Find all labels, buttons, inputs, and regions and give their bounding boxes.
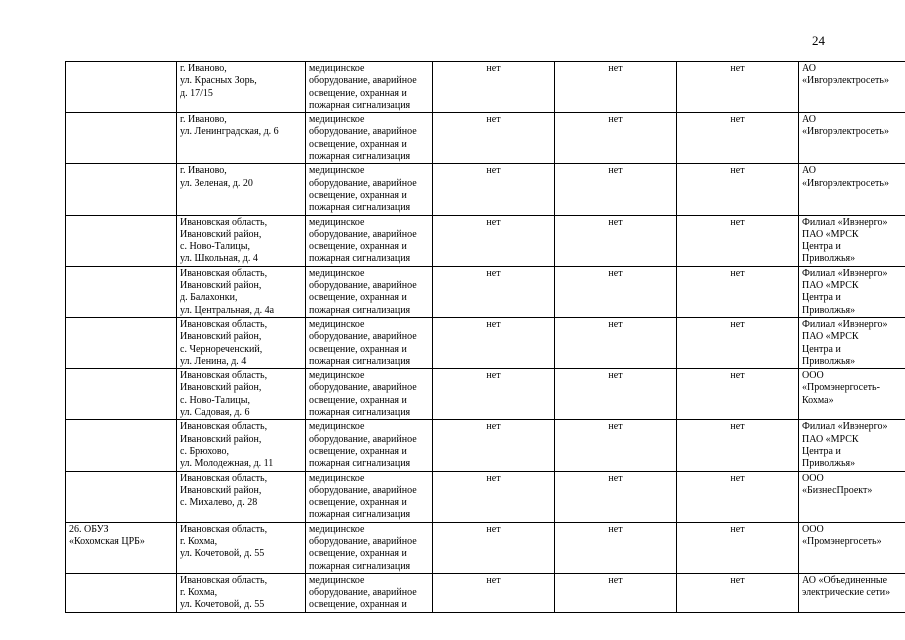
supplier-cell-line: ООО	[802, 523, 824, 535]
org-cell	[66, 420, 177, 471]
value-cell-6: нет	[677, 522, 799, 573]
equipment-cell	[306, 573, 433, 612]
address-cell-line: ул. Молодежная, д. 11	[180, 458, 274, 470]
supplier-cell-line: Кохма»	[802, 394, 834, 406]
org-cell	[66, 522, 177, 573]
value-cell-4: нет	[433, 62, 555, 113]
address-cell-line: г. Иваново,	[180, 114, 227, 126]
equipment-cell	[306, 317, 433, 368]
supplier-cell-line: «Ивгорэлектросеть»	[802, 126, 889, 138]
supplier-cell-line: «Промэнергосеть»	[802, 535, 882, 547]
address-cell-line: ул. Зеленая, д. 20	[180, 177, 253, 189]
equipment-cell	[306, 266, 433, 317]
supplier-cell-line: Филиал «Ивэнерго»	[802, 421, 888, 433]
value-cell-5: нет	[555, 164, 677, 215]
value-cell-6: нет	[677, 62, 799, 113]
equipment-cell-line: пожарная сигнализация	[309, 304, 411, 316]
value-cell-6: нет	[677, 266, 799, 317]
supplier-cell-line: АО	[802, 63, 816, 74]
value-cell-4: нет	[433, 420, 555, 471]
supplier-cell-line: «БизнесПроект»	[802, 484, 873, 496]
supplier-cell-line: ПАО «МРСК	[802, 331, 859, 343]
address-cell	[177, 317, 306, 368]
address-cell-line: г. Кохма,	[180, 535, 218, 547]
equipment-cell-line: пожарная сигнализация	[309, 202, 411, 214]
supplier-cell-line: АО «Объединенные	[802, 574, 888, 586]
address-cell-line: ул. Школьная, д. 4	[180, 253, 258, 265]
supplier-cell-line: Центра и	[802, 343, 841, 355]
address-cell	[177, 573, 306, 612]
value-cell-4: нет	[433, 522, 555, 573]
address-cell-line: Ивановская область,	[180, 370, 268, 382]
supplier-cell-line: Филиал «Ивэнерго»	[802, 267, 888, 279]
table-row	[66, 164, 905, 215]
value-cell-6: нет	[677, 215, 799, 266]
address-cell-line: г. Кохма,	[180, 587, 218, 599]
equipment-cell-line: оборудование, аварийное	[309, 433, 417, 445]
equipment-cell	[306, 164, 433, 215]
supplier-cell-line: ПАО «МРСК	[802, 280, 859, 292]
address-cell	[177, 369, 306, 420]
value-cell-6: нет	[677, 471, 799, 522]
supplier-cell	[799, 369, 905, 420]
supplier-cell-line: АО	[802, 114, 816, 126]
equipment-cell-line: оборудование, аварийное	[309, 535, 417, 547]
value-cell-6: нет	[677, 573, 799, 612]
value-cell-5: нет	[555, 522, 677, 573]
table-row	[66, 522, 905, 573]
equipment-cell-line: медицинское	[309, 318, 365, 330]
address-cell	[177, 62, 306, 113]
value-cell-5: нет	[555, 573, 677, 612]
address-cell	[177, 471, 306, 522]
address-cell-line: г. Иваново,	[180, 63, 227, 74]
equipment-cell-line: освещение, охранная и	[309, 343, 407, 355]
value-cell-5: нет	[555, 369, 677, 420]
address-cell	[177, 420, 306, 471]
value-cell-4: нет	[433, 113, 555, 164]
org-cell	[66, 215, 177, 266]
address-cell-line: с. Чернореченский,	[180, 343, 263, 355]
equipment-cell	[306, 369, 433, 420]
value-cell-4: нет	[433, 215, 555, 266]
org-cell	[66, 471, 177, 522]
equipment-cell	[306, 113, 433, 164]
supplier-cell-line: Филиал «Ивэнерго»	[802, 216, 888, 228]
address-cell-line: с. Ново-Талицы,	[180, 241, 250, 253]
address-cell-line: Ивановская область,	[180, 421, 268, 433]
value-cell-6: нет	[677, 369, 799, 420]
equipment-cell-line: оборудование, аварийное	[309, 177, 417, 189]
supplier-cell-line: электрические сети»	[802, 587, 891, 599]
supplier-cell-line: Приволжья»	[802, 458, 856, 470]
equipment-cell-line: пожарная сигнализация	[309, 407, 411, 419]
value-cell-5: нет	[555, 471, 677, 522]
equipment-cell-line: оборудование, аварийное	[309, 587, 417, 599]
address-cell-line: д. 17/15	[180, 87, 213, 99]
address-cell-line: Ивановский район,	[180, 331, 262, 343]
equipment-cell-line: медицинское	[309, 472, 365, 484]
equipment-cell-line: освещение, охранная и	[309, 87, 407, 99]
supplier-cell-line: «Промэнергосеть-	[802, 382, 880, 394]
value-cell-4: нет	[433, 369, 555, 420]
address-cell-line: Ивановский район,	[180, 433, 262, 445]
equipment-cell-line: медицинское	[309, 267, 365, 279]
equipment-cell-line: освещение, охранная и	[309, 497, 407, 509]
equipment-cell	[306, 420, 433, 471]
org-cell	[66, 369, 177, 420]
equipment-cell-line: оборудование, аварийное	[309, 280, 417, 292]
address-cell-line: с. Брюхово,	[180, 445, 230, 457]
value-cell-4: нет	[433, 573, 555, 612]
address-cell-line: ул. Ленинградская, д. 6	[180, 126, 279, 138]
data-table	[65, 61, 905, 613]
equipment-cell-line: оборудование, аварийное	[309, 331, 417, 343]
supplier-cell-line: Центра и	[802, 241, 841, 253]
supplier-cell	[799, 62, 905, 113]
supplier-cell	[799, 471, 905, 522]
value-cell-6: нет	[677, 113, 799, 164]
equipment-cell	[306, 471, 433, 522]
supplier-cell-line: «Ивгорэлектросеть»	[802, 75, 889, 87]
address-cell	[177, 113, 306, 164]
value-cell-6: нет	[677, 420, 799, 471]
address-cell-line: ул. Центральная, д. 4а	[180, 304, 275, 316]
org-cell	[66, 164, 177, 215]
table-row	[66, 369, 905, 420]
equipment-cell-line: освещение, охранная и	[309, 394, 407, 406]
equipment-cell-line: медицинское	[309, 165, 365, 177]
equipment-cell-line: пожарная сигнализация	[309, 151, 411, 163]
equipment-cell-line: освещение, охранная и	[309, 138, 407, 150]
value-cell-5: нет	[555, 266, 677, 317]
table-body	[66, 62, 905, 613]
address-cell-line: д. Балахонки,	[180, 292, 238, 304]
address-cell-line: Ивановский район,	[180, 382, 262, 394]
address-cell-line: ул. Ленина, д. 4	[180, 355, 247, 367]
supplier-cell-line: Центра и	[802, 445, 841, 457]
supplier-cell	[799, 522, 905, 573]
address-cell-line: Ивановская область,	[180, 267, 268, 279]
address-cell	[177, 522, 306, 573]
equipment-cell	[306, 522, 433, 573]
supplier-cell	[799, 420, 905, 471]
supplier-cell-line: Приволжья»	[802, 355, 856, 367]
supplier-cell-line: «Ивгорэлектросеть»	[802, 177, 889, 189]
table-row	[66, 215, 905, 266]
table-row	[66, 317, 905, 368]
supplier-cell-line: ООО	[802, 370, 824, 382]
equipment-cell-line: медицинское	[309, 523, 365, 535]
table-row	[66, 62, 905, 113]
page-number: 24	[812, 33, 825, 48]
table-row	[66, 573, 905, 612]
value-cell-6: нет	[677, 317, 799, 368]
address-cell-line: Ивановская область,	[180, 472, 268, 484]
supplier-cell-line: Центра и	[802, 292, 841, 304]
supplier-cell	[799, 215, 905, 266]
address-cell-line: Ивановская область,	[180, 574, 268, 586]
equipment-cell	[306, 62, 433, 113]
equipment-cell-line: оборудование, аварийное	[309, 484, 417, 496]
address-cell-line: ул. Красных Зорь,	[180, 75, 257, 87]
equipment-cell-line: освещение, охранная и	[309, 599, 407, 611]
value-cell-5: нет	[555, 215, 677, 266]
address-cell-line: с. Михалево, д. 28	[180, 497, 258, 509]
value-cell-4: нет	[433, 266, 555, 317]
address-cell-line: Ивановский район,	[180, 280, 262, 292]
address-cell	[177, 215, 306, 266]
equipment-cell-line: оборудование, аварийное	[309, 126, 417, 138]
org-cell	[66, 266, 177, 317]
value-cell-5: нет	[555, 420, 677, 471]
equipment-cell-line: освещение, охранная и	[309, 445, 407, 457]
equipment-cell	[306, 215, 433, 266]
value-cell-5: нет	[555, 317, 677, 368]
equipment-cell-line: пожарная сигнализация	[309, 509, 411, 521]
value-cell-6: нет	[677, 164, 799, 215]
supplier-cell-line: Приволжья»	[802, 304, 856, 316]
org-cell	[66, 113, 177, 164]
equipment-cell-line: медицинское	[309, 63, 365, 74]
table-row	[66, 420, 905, 471]
address-cell-line: Ивановская область,	[180, 216, 268, 228]
equipment-cell-line: оборудование, аварийное	[309, 228, 417, 240]
equipment-cell-line: освещение, охранная и	[309, 548, 407, 560]
address-cell	[177, 164, 306, 215]
equipment-cell-line: пожарная сигнализация	[309, 560, 411, 572]
equipment-cell-line: медицинское	[309, 574, 365, 586]
value-cell-5: нет	[555, 62, 677, 113]
table-row	[66, 113, 905, 164]
address-cell-line: Ивановская область,	[180, 523, 268, 535]
supplier-cell	[799, 164, 905, 215]
equipment-cell-line: медицинское	[309, 370, 365, 382]
supplier-cell	[799, 113, 905, 164]
equipment-cell-line: оборудование, аварийное	[309, 75, 417, 87]
table-row	[66, 266, 905, 317]
supplier-cell-line: АО	[802, 165, 816, 177]
supplier-cell	[799, 317, 905, 368]
address-cell	[177, 266, 306, 317]
supplier-cell-line: ПАО «МРСК	[802, 433, 859, 445]
org-cell	[66, 573, 177, 612]
equipment-cell-line: пожарная сигнализация	[309, 355, 411, 367]
equipment-cell-line: освещение, охранная и	[309, 292, 407, 304]
supplier-cell	[799, 573, 905, 612]
supplier-cell	[799, 266, 905, 317]
org-cell-line: «Кохомская ЦРБ»	[69, 535, 145, 547]
value-cell-4: нет	[433, 317, 555, 368]
address-cell-line: ул. Кочетовой, д. 55	[180, 548, 265, 560]
supplier-cell-line: Филиал «Ивэнерго»	[802, 318, 888, 330]
org-cell	[66, 317, 177, 368]
address-cell-line: ул. Садовая, д. 6	[180, 407, 250, 419]
org-cell	[66, 62, 177, 113]
equipment-cell-line: медицинское	[309, 421, 365, 433]
equipment-cell-line: освещение, охранная и	[309, 189, 407, 201]
equipment-cell-line: пожарная сигнализация	[309, 99, 411, 111]
value-cell-4: нет	[433, 471, 555, 522]
equipment-cell-line: освещение, охранная и	[309, 241, 407, 253]
org-cell-line: 26. ОБУЗ	[69, 523, 109, 535]
equipment-cell-line: пожарная сигнализация	[309, 253, 411, 265]
address-cell-line: с. Ново-Талицы,	[180, 394, 250, 406]
address-cell-line: Ивановский район,	[180, 228, 262, 240]
supplier-cell-line: Приволжья»	[802, 253, 856, 265]
equipment-cell-line: оборудование, аварийное	[309, 382, 417, 394]
supplier-cell-line: ПАО «МРСК	[802, 228, 859, 240]
address-cell-line: ул. Кочетовой, д. 55	[180, 599, 265, 611]
equipment-cell-line: пожарная сигнализация	[309, 458, 411, 470]
table-row	[66, 471, 905, 522]
supplier-cell-line: ООО	[802, 472, 824, 484]
equipment-cell-line: медицинское	[309, 216, 365, 228]
equipment-cell-line: медицинское	[309, 114, 365, 126]
address-cell-line: г. Иваново,	[180, 165, 227, 177]
address-cell-line: Ивановская область,	[180, 318, 268, 330]
address-cell-line: Ивановский район,	[180, 484, 262, 496]
value-cell-5: нет	[555, 113, 677, 164]
value-cell-4: нет	[433, 164, 555, 215]
